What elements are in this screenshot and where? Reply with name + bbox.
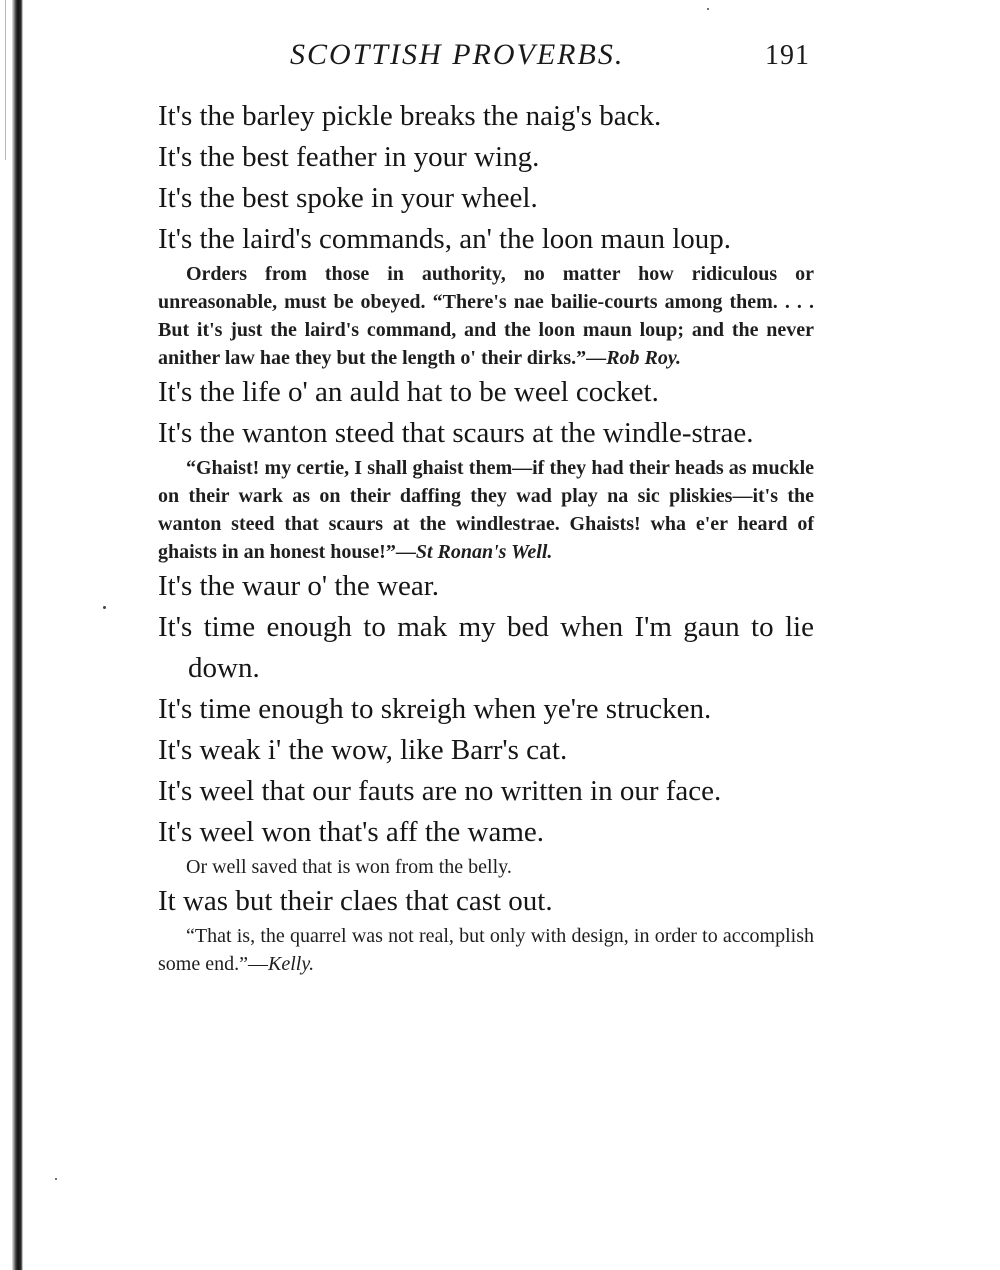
scan-speck <box>103 606 106 609</box>
proverb-entry <box>158 137 814 178</box>
proverb-text: It's weak i' the wow, like Barr's cat. <box>158 734 568 766</box>
proverb-text: It's time enough to skreigh when ye're strucken. <box>158 693 712 725</box>
proverb-entry <box>158 566 814 607</box>
proverb-text: It's the waur o' the wear. <box>158 570 440 602</box>
proverb-note <box>158 260 814 372</box>
proverb-text: It's time enough to mak my bed when I'm gaun to lie down. <box>158 611 814 684</box>
proverb-entry <box>158 219 814 372</box>
proverb-entry <box>158 607 814 689</box>
proverb-entry <box>158 812 814 881</box>
note-text: “That is, the quarrel was not real, but only with design, in order to accomplish some end.”— <box>158 925 814 975</box>
proverb-text: It's the laird's commands, an' the loon maun loup. <box>158 223 732 255</box>
page-number: 191 <box>765 40 810 71</box>
proverb-entry <box>158 730 814 771</box>
scan-speck <box>707 8 709 10</box>
proverb-entry <box>158 413 814 566</box>
note-text: “Ghaist! my certie, I shall ghaist them—if they had their heads as muckle on their wark as on their daffing they wad play na sic pliskies—it's the wanton steed that scaurs at the windlestrae. Ghaists! wha e'er heard of ghaists in an honest house!”— <box>158 457 814 563</box>
proverb-entry <box>158 881 814 978</box>
note-source: Kelly. <box>267 953 315 975</box>
proverb-entry <box>158 372 814 413</box>
proverb-note <box>158 922 814 978</box>
note-source: Rob Roy. <box>606 347 682 369</box>
proverb-note <box>158 454 814 566</box>
note-text: Or well saved that is won from the belly. <box>186 856 512 878</box>
proverb-text: It's the best feather in your wing. <box>158 141 540 173</box>
proverb-entry <box>158 771 814 812</box>
proverb-entry <box>158 689 814 730</box>
proverb-text: It's the best spoke in your wheel. <box>158 182 538 214</box>
proverb-text: It's the life o' an auld hat to be weel cocket. <box>158 376 659 408</box>
book-spine-shadow <box>12 0 23 1270</box>
note-source: St Ronan's Well. <box>415 541 553 563</box>
proverb-text: It's weel that our fauts are no written in our face. <box>158 775 722 807</box>
scan-speck <box>55 1178 57 1180</box>
proverb-entry <box>158 178 814 219</box>
proverb-list <box>158 96 814 978</box>
proverb-note <box>158 853 814 881</box>
proverb-text: It's the wanton steed that scaurs at the windle-strae. <box>158 417 754 449</box>
page-header <box>0 38 1000 78</box>
running-title: SCOTTISH PROVERBS. <box>290 38 625 71</box>
proverb-text: It's the barley pickle breaks the naig's back. <box>158 100 662 132</box>
scan-edge-line <box>5 0 6 160</box>
note-text: Orders from those in authority, no matter how ridiculous or unreasonable, must be obeyed. “There's nae bailie-courts among them. . . . But it's just the laird's command, and the loon maun loup; and the never anither law hae they but the length o' their dirks.”— <box>158 263 814 369</box>
proverb-text: It's weel won that's aff the wame. <box>158 816 544 848</box>
proverb-text: It was but their claes that cast out. <box>158 885 553 917</box>
proverb-entry <box>158 96 814 137</box>
